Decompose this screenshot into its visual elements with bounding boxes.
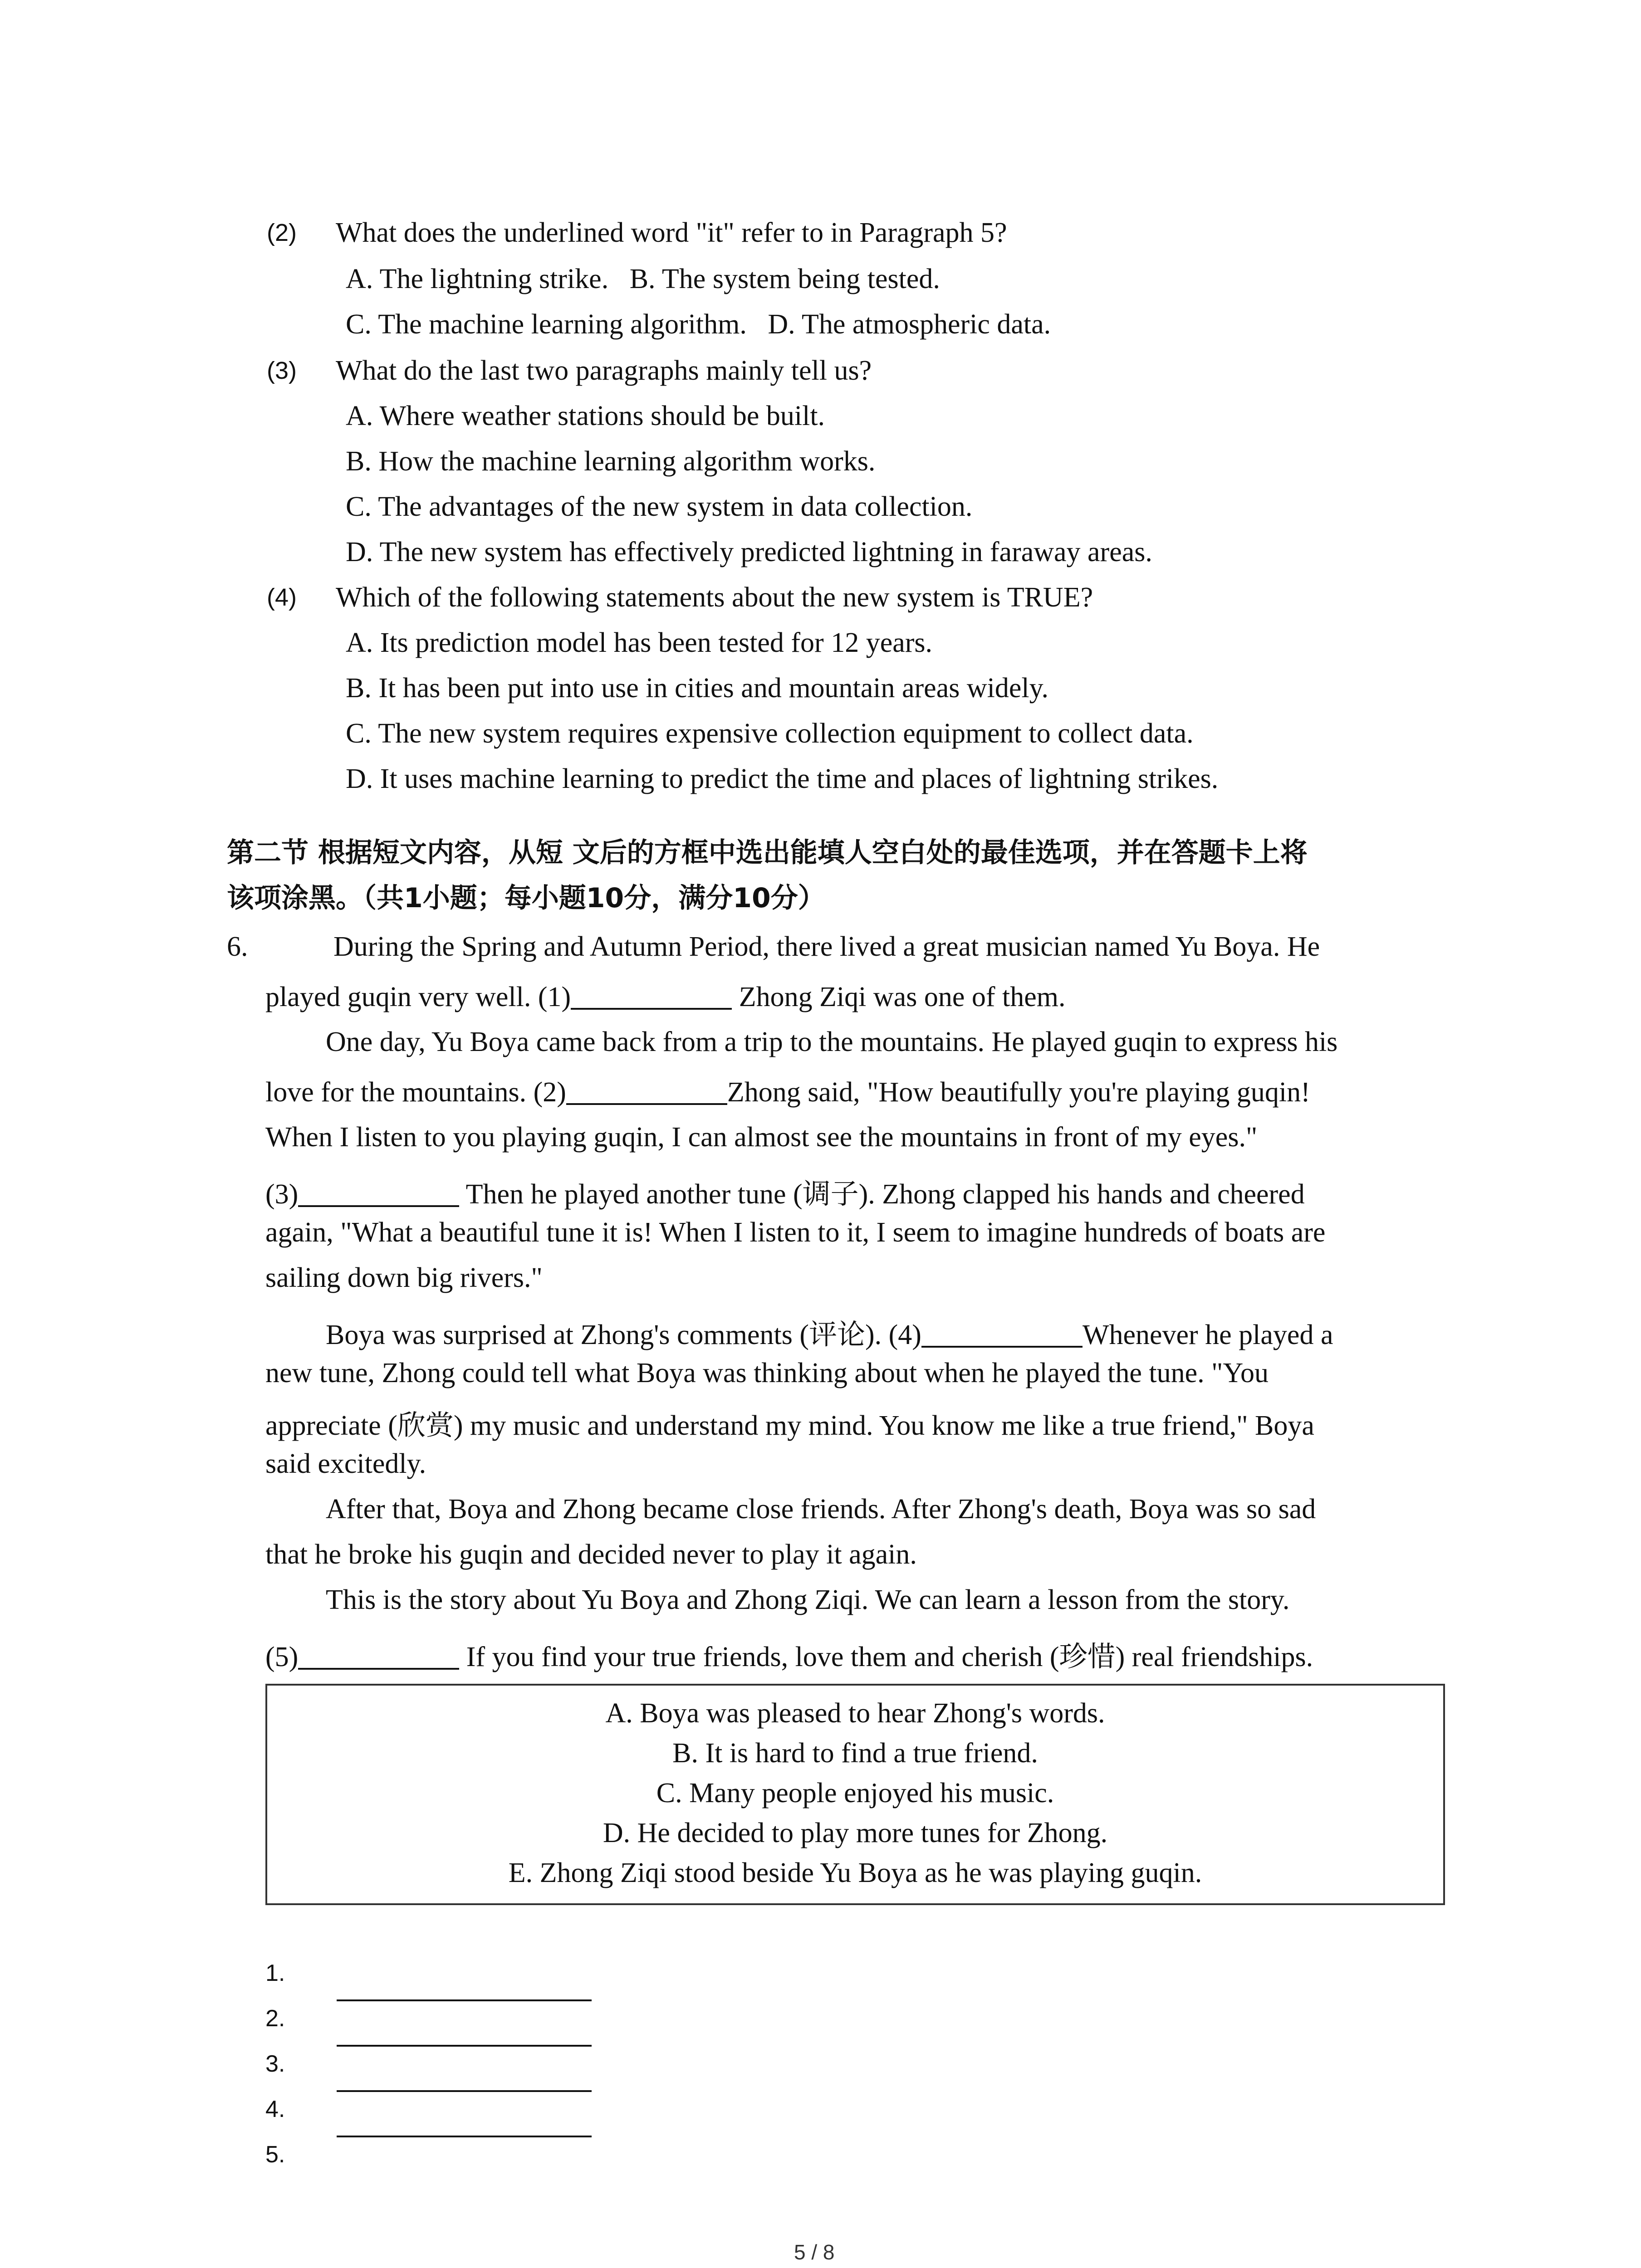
blank-5 — [298, 1641, 459, 1670]
passage-line: love for the mountains. (2) Zhong said, "How beautifully you're playing guqin! — [265, 1077, 1310, 1108]
box-option: E. Zhong Ziqi stood beside Yu Boya as he was playing guqin. — [508, 1857, 1202, 1888]
passage-line: (3) Then he played another tune (调子). Zhong clapped his hands and cheered — [265, 1179, 1305, 1210]
passage-line: When I listen to you playing guqin, I can almost see the mountains in front of my eyes." — [265, 1122, 1258, 1153]
passage-line: During the Spring and Autumn Period, there lived a great musician named Yu Boya. He — [333, 931, 1320, 962]
option-line: A. The lightning strike. B. The system being tested. — [346, 264, 940, 294]
passage-line: again, "What a beautiful tune it is! When I listen to it, I seem to imagine hundreds of boats are — [265, 1217, 1326, 1248]
option-line: A. Where weather stations should be built. — [346, 401, 825, 431]
box-option: A. Boya was pleased to hear Zhong's words. — [605, 1698, 1105, 1729]
passage-line: This is the story about Yu Boya and Zhong Ziqi. We can learn a lesson from the story. — [326, 1584, 1290, 1615]
answer-number: 1. — [265, 1960, 285, 1986]
blank-2 — [566, 1076, 727, 1105]
option-line: C. The new system requires expensive collection equipment to collect data. — [346, 718, 1194, 749]
box-option: C. Many people enjoyed his music. — [656, 1778, 1054, 1809]
passage-line: sailing down big rivers." — [265, 1262, 543, 1293]
option-line: B. How the machine learning algorithm works. — [346, 446, 876, 477]
option-line: C. The machine learning algorithm. D. The atmospheric data. — [346, 309, 1051, 340]
section-heading: 该项涂黑。（共1小题；每小题10分，满分10分） — [227, 882, 825, 914]
answer-number: 5. — [265, 2141, 285, 2168]
answer-number: 3. — [265, 2051, 285, 2077]
passage-line: new tune, Zhong could tell what Boya was thinking about when he played the tune. "You — [265, 1358, 1269, 1388]
option-line: D. It uses machine learning to predict the time and places of lightning strikes. — [346, 763, 1219, 794]
question-text: Which of the following statements about the new system is TRUE? — [336, 582, 1093, 613]
question-text: What does the underlined word "it" refer to in Paragraph 5? — [336, 217, 1007, 248]
option-line: B. It has been put into use in cities and mountain areas widely. — [346, 673, 1049, 704]
page-number: 5 / 8 — [794, 2240, 835, 2264]
option-line: C. The advantages of the new system in data collection. — [346, 491, 973, 522]
passage-line: Boya was surprised at Zhong's comments (评论). (4) Whenever he played a — [326, 1320, 1333, 1350]
question-number: (4) — [267, 584, 297, 611]
question-number: (3) — [267, 357, 297, 384]
box-option: B. It is hard to find a true friend. — [672, 1738, 1038, 1769]
blank-4 — [921, 1319, 1083, 1348]
passage-line: After that, Boya and Zhong became close friends. After Zhong's death, Boya was so sad — [326, 1494, 1316, 1525]
blank-1 — [571, 981, 732, 1010]
option-line: D. The new system has effectively predicted lightning in faraway areas. — [346, 537, 1152, 567]
passage-line: (5) If you find your true friends, love them and cherish (珍惜) real friendships. — [265, 1642, 1313, 1672]
answer-number: 2. — [265, 2005, 285, 2032]
answer-line[interactable] — [337, 1999, 592, 2001]
blank-3 — [298, 1178, 459, 1207]
box-option: D. He decided to play more tunes for Zhong. — [603, 1818, 1108, 1848]
options-box — [265, 1684, 1445, 1905]
passage-line: said excitedly. — [265, 1448, 426, 1479]
passage-line: played guqin very well. (1) Zhong Ziqi was one of them. — [265, 982, 1066, 1012]
option-line: A. Its prediction model has been tested for 12 years. — [346, 627, 933, 658]
question-text: What do the last two paragraphs mainly tell us? — [336, 355, 872, 386]
section-heading: 第二节 根据短文内容，从短 文后的方框中选出能填人空白处的最佳选项，并在答题卡上将 — [227, 837, 1308, 869]
question-number: (2) — [267, 219, 297, 246]
passage-number: 6. — [227, 931, 248, 962]
passage-line: that he broke his guqin and decided never to play it again. — [265, 1539, 917, 1570]
passage-line: appreciate (欣赏) my music and understand my mind. You know me like a true friend," Boya — [265, 1410, 1314, 1441]
answer-line[interactable] — [337, 2090, 592, 2092]
passage-line: One day, Yu Boya came back from a trip to the mountains. He played guqin to express his — [326, 1026, 1338, 1057]
answer-number: 4. — [265, 2096, 285, 2122]
answer-line[interactable] — [337, 2045, 592, 2047]
answer-line[interactable] — [337, 2136, 592, 2137]
